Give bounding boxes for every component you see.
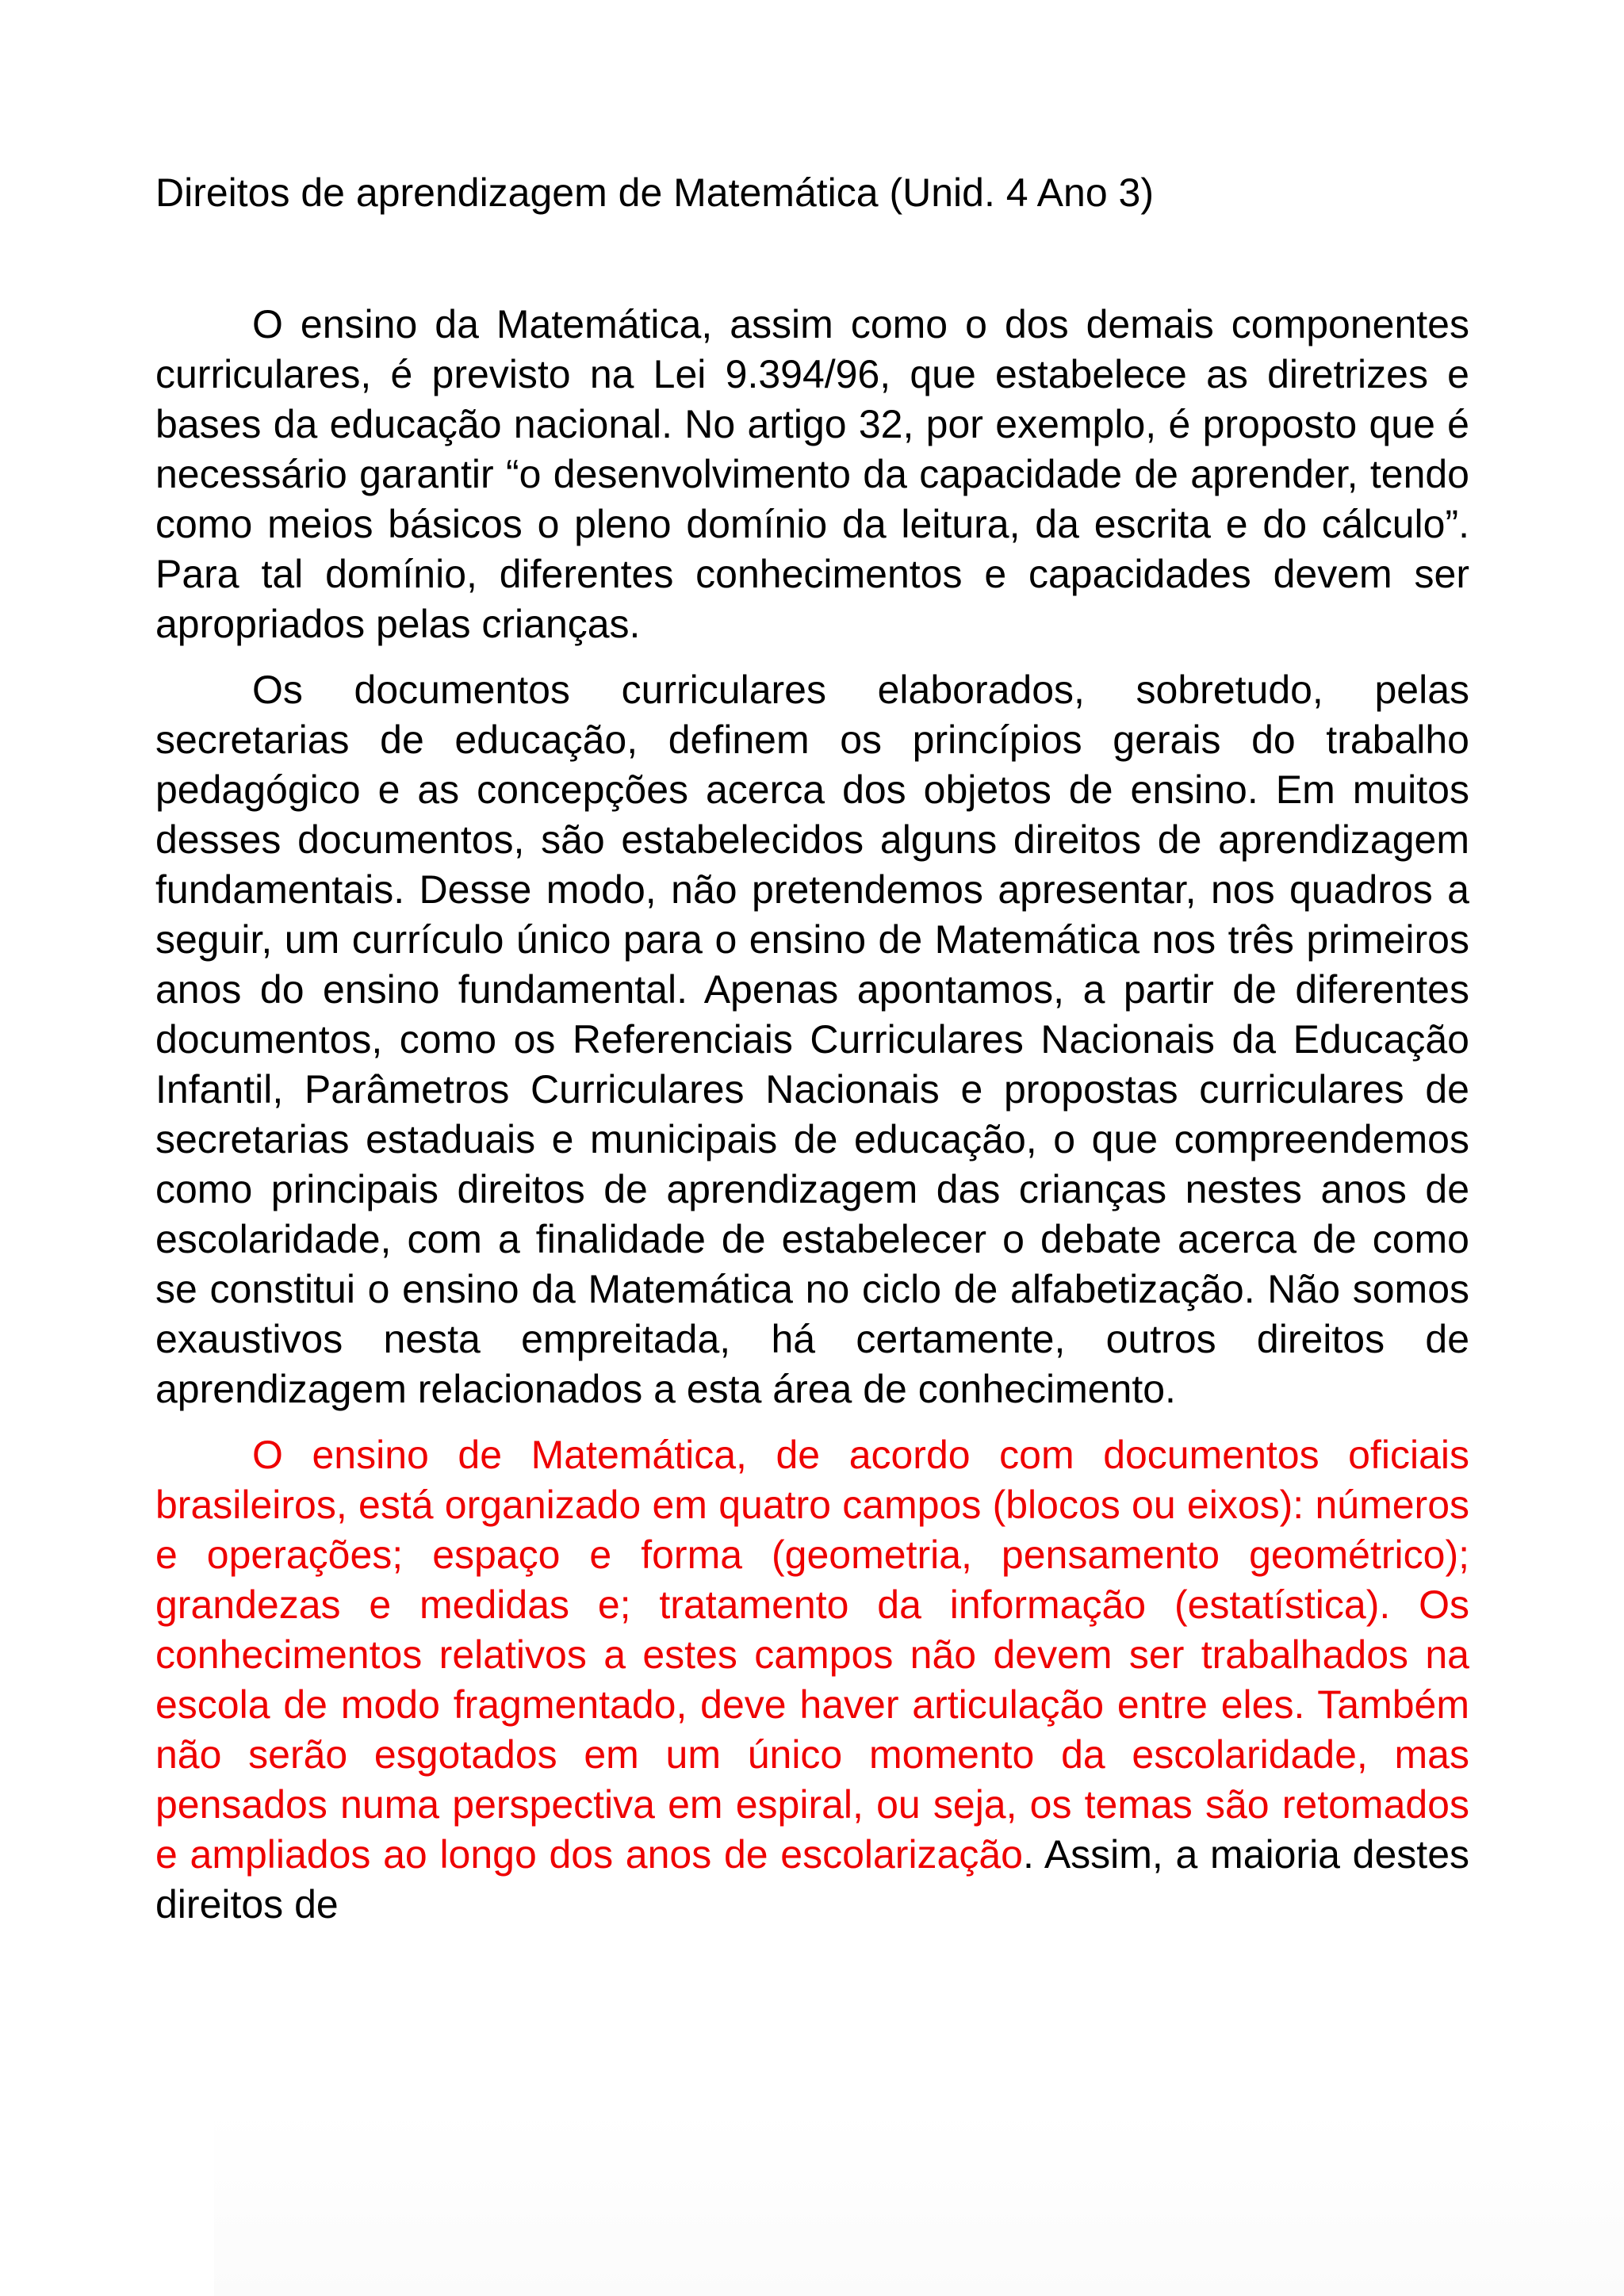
paragraph-3-continuation: . Assim, a maioria destes direitos de bbox=[155, 1832, 1470, 1927]
paragraph-2: Os documentos curriculares elaborados, sobretudo, pelas secretarias de educação, definem os princípios gerais do trabalho pedagógico e as concepções acerca dos objetos de ensino. Em muitos desses documentos, são estabelecidos alguns direitos de aprendizagem fundamentais. Desse modo, não pretendemos apresentar, nos quadros a seguir, um currículo único para o ensino de Matemática nos três primeiros anos do ensino fundamental. Apenas apontamos, a partir de diferentes documentos, como os Referenciais Curriculares Nacionais da Educação Infantil, Parâmetros Curriculares Nacionais e propostas curriculares de secretarias estaduais e municipais de educação, o que compreendemos como principais direitos de aprendizagem das crianças nestes anos de escolaridade, com a finalidade de estabelecer o debate acerca de como se constitui o ensino da Matemática no ciclo de alfabetização. Não somos exaustivos nesta empreitada, há certamente, outros direitos de aprendizagem relacionados a esta área de conhecimento. bbox=[155, 668, 1469, 1411]
paragraph-1: O ensino da Matemática, assim como o dos demais componentes curriculares, é previsto na Lei 9.394/96, que estabelece as diretrizes e bases da educação nacional. No artigo 32, por exemplo, é proposto que é necessário garantir “o desenvolvimento da capacidade de aprender, tendo como meios básicos o pleno domínio da leitura, da escrita e do cálculo”. Para tal domínio, diferentes conhecimentos e capacidades devem ser apropriados pelas crianças. bbox=[155, 302, 1469, 646]
page-shade bbox=[214, 2109, 1624, 2296]
paragraph-3 bbox=[155, 1430, 1469, 1930]
highlighted-text: O ensino de Matemática, de acordo com documentos oficiais brasileiros, está organizado em quatro campos (blocos ou eixos): números e operações; espaço e forma (geometria, pensamento geométrico); grandezas e medidas e; tratamento da informação (estatística). Os conhecimentos relativos a estes campos não devem ser trabalhados na escola de modo fragmentado, deve haver articulação entre eles. Também não serão esgotados em um único momento da escolaridade, mas pensados numa perspectiva em espiral, ou seja, os temas são retomados e ampliados ao longo dos anos de escolarização bbox=[155, 1433, 1469, 1877]
document-title: Direitos de aprendizagem de Matemática (Unid. 4 Ano 3) bbox=[155, 170, 1154, 215]
document-body bbox=[155, 168, 1469, 1946]
